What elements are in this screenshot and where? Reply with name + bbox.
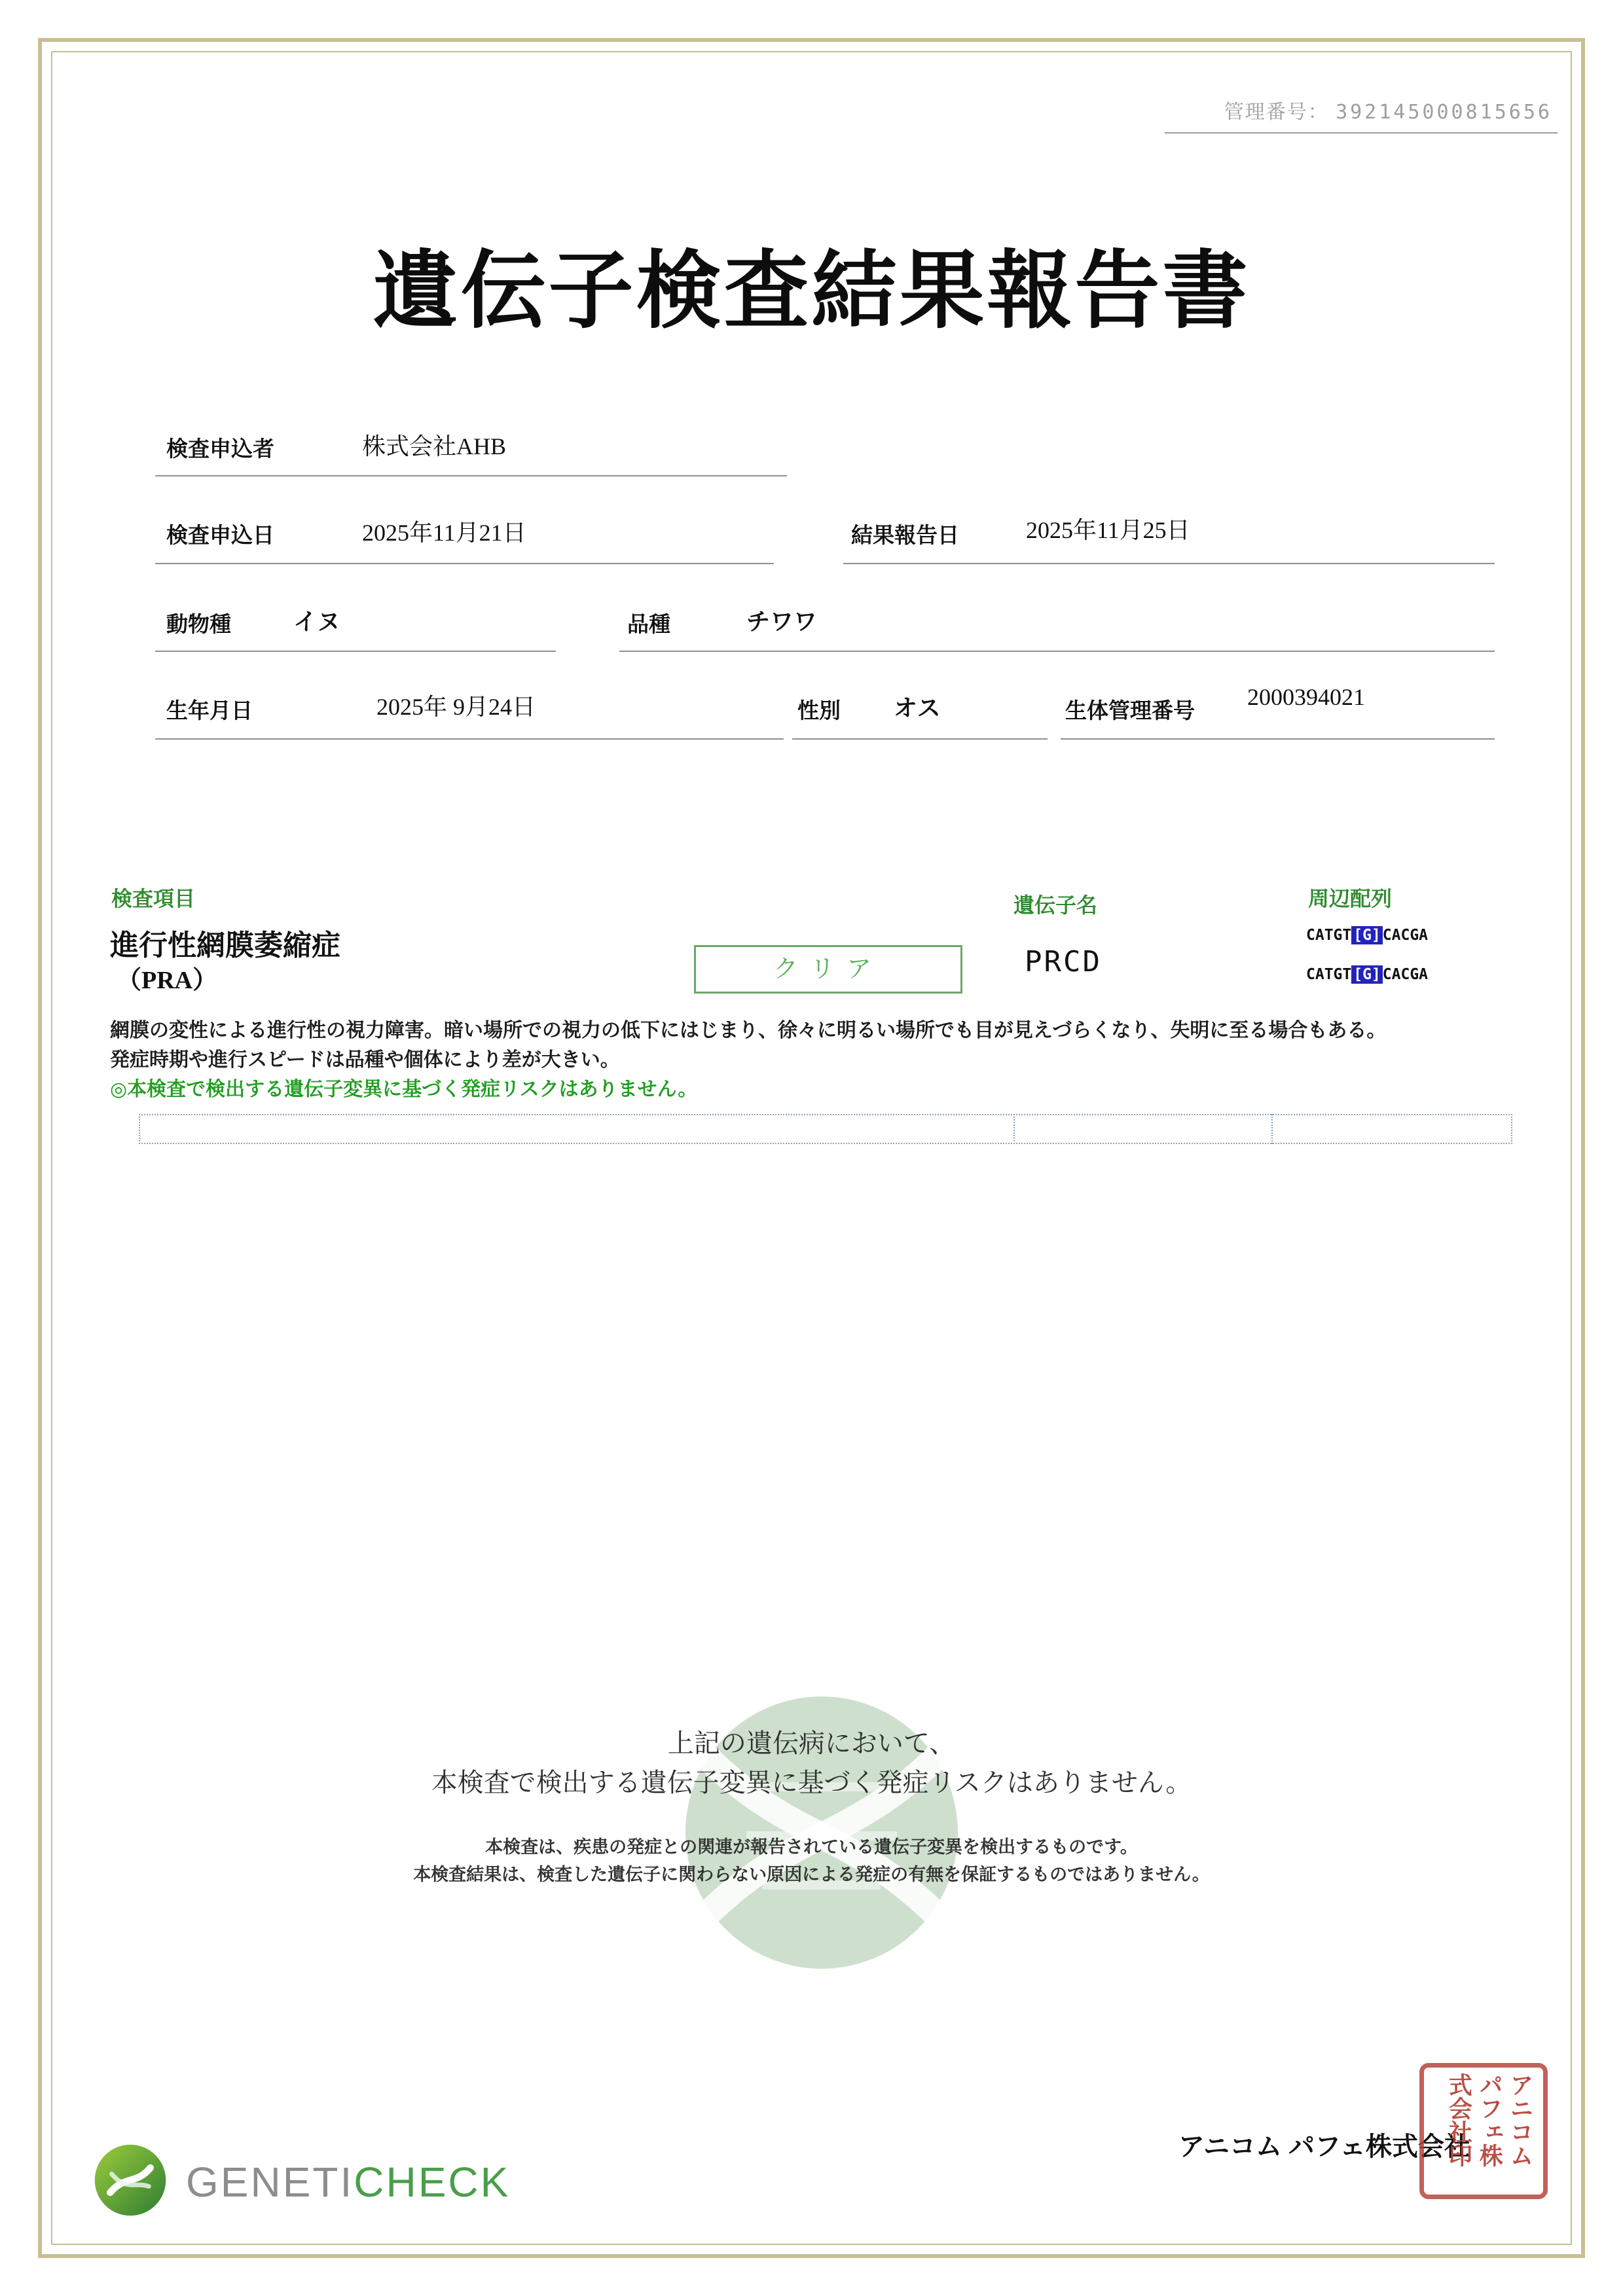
seq-prefix: CATGT (1306, 927, 1352, 944)
seq-suffix: CACGA (1382, 927, 1429, 944)
result-table-divider (1271, 1114, 1273, 1144)
test-result-badge: クリア (694, 945, 962, 994)
geneticheck-logo-icon (92, 2142, 169, 2222)
test-item-subname: （PRA） (117, 967, 218, 994)
disease-description-line-1: 網膜の変性による進行性の視力障害。暗い場所での視力の低下にはじまり、徐々に明るい場所でも目が見えづらくなり、失明に至る場合もある。 (110, 1020, 1387, 1041)
risk-note: ◎本検査で検出する遺伝子変異に基づく発症リスクはありません。 (110, 1079, 698, 1100)
breed-value: チワワ (746, 609, 818, 635)
report-date-label: 結果報告日 (851, 524, 959, 548)
applicant-value: 株式会社AHB (362, 433, 507, 459)
summary-note-2: 本検査結果は、検査した遺伝子に関わらない原因による発症の有無を保証するものではありません。 (413, 1865, 1210, 1884)
result-table-placeholder (139, 1114, 1512, 1144)
admin-number-label: 管理番号： (1224, 101, 1329, 123)
species-value: イヌ (293, 609, 341, 635)
admin-number (1165, 96, 1558, 134)
field-underline (792, 738, 1048, 740)
animal-id-label: 生体管理番号 (1065, 700, 1195, 723)
sex-value: オス (894, 695, 941, 721)
animal-id-value: 2000394021 (1247, 684, 1365, 710)
species-label: 動物種 (166, 613, 231, 637)
disease-description-line-2: 発症時期や進行スピードは品種や個体により差が大きい。 (110, 1049, 620, 1071)
breed-label: 品種 (627, 613, 670, 637)
company-name: アニコム パフェ株式会社 (1178, 2132, 1470, 2161)
logo-text-green: CHECK (354, 2158, 511, 2206)
field-underline (155, 475, 787, 476)
seal-column-3: 式会社印 (1446, 2073, 1472, 2167)
sequence-header: 周辺配列 (1308, 887, 1393, 910)
summary-note-1: 本検査は、疾患の発症との関連が報告されている遺伝子変異を検出するものです。 (485, 1837, 1138, 1857)
seal-column-1: アニコム (1507, 2073, 1533, 2167)
field-underline (155, 738, 784, 740)
field-underline (1061, 738, 1495, 740)
apply-date-value: 2025年11月21日 (362, 520, 526, 546)
field-underline (155, 563, 774, 564)
field-underline (843, 563, 1495, 564)
summary-line-2: 本検査で検出する遺伝子変異に基づく発症リスクはありません。 (431, 1768, 1192, 1797)
seq-mutation: [G] (1351, 926, 1383, 944)
seal-column-2: パフェ株 (1476, 2073, 1503, 2167)
seq-suffix: CACGA (1382, 966, 1429, 983)
birth-date-label: 生年月日 (166, 700, 253, 723)
seq-mutation: [G] (1351, 965, 1383, 984)
birth-date-value: 2025年 9月24日 (376, 694, 536, 720)
report-date-value: 2025年11月25日 (1026, 517, 1190, 543)
sex-label: 性別 (797, 700, 841, 723)
admin-number-value: 392145000815656 (1336, 101, 1552, 124)
gene-name-value: PRCD (1025, 945, 1102, 978)
field-underline (619, 651, 1495, 652)
test-item-header: 検査項目 (111, 887, 196, 910)
sequence-line-1 (1306, 927, 1428, 944)
result-table-divider (1013, 1114, 1015, 1144)
seq-prefix: CATGT (1306, 966, 1352, 983)
disease-description (110, 1016, 1537, 1104)
geneticheck-logo-text (186, 2158, 510, 2206)
apply-date-label: 検査申込日 (166, 524, 274, 548)
field-underline (155, 651, 556, 652)
applicant-label: 検査申込者 (166, 438, 274, 461)
report-title: 遺伝子検査結果報告書 (373, 245, 1250, 339)
summary-line-1: 上記の遺伝病において、 (667, 1729, 956, 1758)
gene-name-header: 遺伝子名 (1013, 893, 1098, 917)
sequence-line-2 (1306, 966, 1428, 983)
company-seal (1419, 2063, 1548, 2199)
geneticheck-logo (92, 2142, 510, 2222)
test-item-name: 進行性網膜萎縮症 (110, 929, 340, 961)
logo-text-gray: GENETI (186, 2158, 354, 2206)
